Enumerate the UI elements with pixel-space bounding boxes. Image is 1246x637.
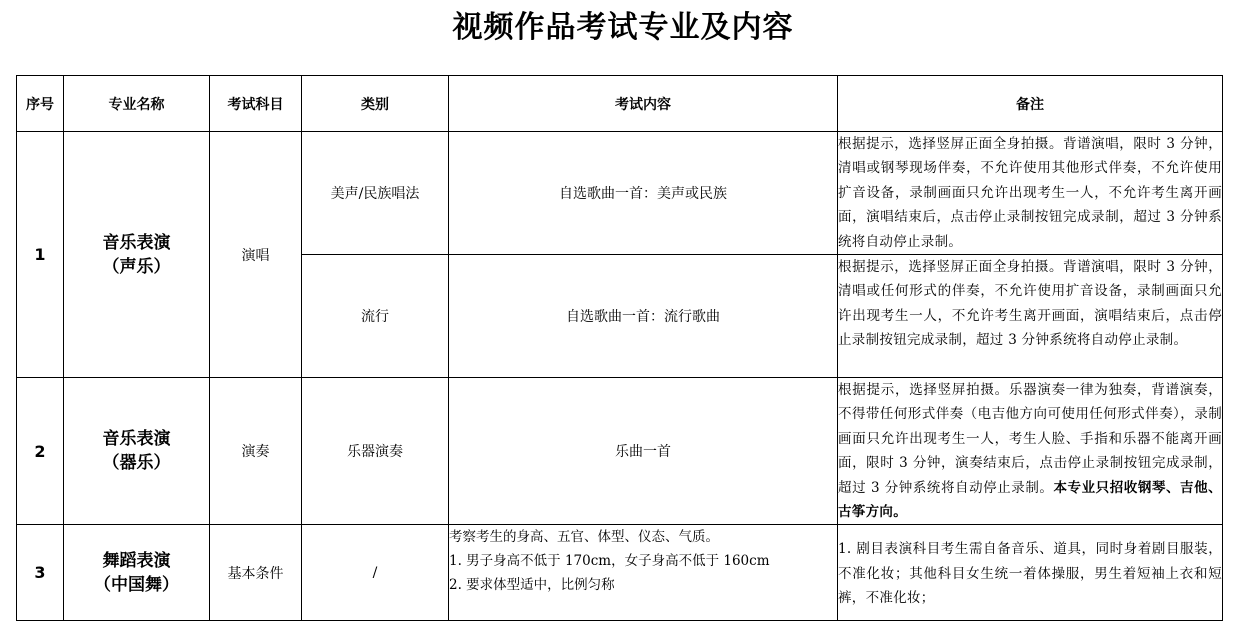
table-row <box>17 132 1223 255</box>
row-content: 自选歌曲一首：流行歌曲 <box>449 255 838 378</box>
content-line: 考察考生的身高、五官、体型、仪态、气质。 <box>449 529 719 546</box>
row-category: 乐器演奏 <box>302 378 449 525</box>
major-direction: （中国舞） <box>94 574 179 595</box>
row-notes: 根据提示，选择竖屏正面全身拍摄。背谱演唱，限时 3 分钟，清唱或钢琴现场伴奏，不允许使用其他形式伴奏，不允许使用扩音设备，录制画面只允许出现考生一人，不允许考生离开画面，演唱结束后，点击停止录制按钮完成录制，超过 3 分钟系统将自动停止录制。 <box>838 132 1223 255</box>
row-subject: 基本条件 <box>210 525 302 621</box>
row-subject: 演奏 <box>210 378 302 525</box>
major-direction: （声乐） <box>102 256 171 277</box>
row-content: 乐曲一首 <box>449 378 838 525</box>
header-subject: 考试科目 <box>210 76 302 132</box>
row-subject: 演唱 <box>210 132 302 378</box>
content-line: 1. 男子身高不低于 170cm，女子身高不低于 160cm <box>449 553 770 570</box>
row-index: 1 <box>17 132 64 378</box>
header-category: 类别 <box>302 76 449 132</box>
row-category: / <box>302 525 449 621</box>
row-notes: 根据提示，选择竖屏正面全身拍摄。背谱演唱，限时 3 分钟，清唱或任何形式的伴奏，不允许使用扩音设备，录制画面只允许出现考生一人，不允许考生离开画面，演唱结束后，点击停止录制按钮完成录制，超过 3 分钟系统将自动停止录制。 <box>838 255 1223 378</box>
major-name: 音乐表演 <box>102 232 171 253</box>
row-notes <box>838 378 1223 525</box>
header-index: 序号 <box>17 76 64 132</box>
header-notes: 备注 <box>838 76 1223 132</box>
major-name: 音乐表演 <box>102 429 171 450</box>
row-index: 2 <box>17 378 64 525</box>
table-row <box>17 525 1223 621</box>
content-line: 2. 要求体型适中，比例匀称 <box>449 577 615 594</box>
row-notes: 1. 剧目表演科目考生需自备音乐、道具，同时身着剧目服装，不准化妆；其他科目女生统一着体操服，男生着短袖上衣和短裤，不准化妆； <box>838 525 1223 621</box>
major-name: 舞蹈表演 <box>102 550 171 571</box>
row-index: 3 <box>17 525 64 621</box>
row-major <box>64 525 210 621</box>
row-major <box>64 132 210 378</box>
page-title: 视频作品考试专业及内容 <box>452 10 794 45</box>
table-row <box>17 378 1223 525</box>
row-content <box>449 525 838 621</box>
row-category: 流行 <box>302 255 449 378</box>
exam-table <box>16 75 1223 621</box>
notes-emphasis: 本专业只招收钢琴、吉他、古筝方向。 <box>838 479 1222 521</box>
row-category: 美声/民族唱法 <box>302 132 449 255</box>
major-direction: （器乐） <box>102 453 171 474</box>
row-major <box>64 378 210 525</box>
notes-text: 根据提示，选择竖屏拍摄。乐器演奏一律为独奏，背谱演奏，不得带任何形式伴奏（电吉他方向可使用任何形式伴奏），录制画面只允许出现考生一人，考生人脸、手指和乐器不能离开画面，限时 3 分钟，演奏结束后，点击停止录制按钮完成录制，超过 3 分钟系统将自动停止录制。 <box>838 382 1222 496</box>
table-header-row <box>17 76 1223 132</box>
row-content: 自选歌曲一首：美声或民族 <box>449 132 838 255</box>
header-major: 专业名称 <box>64 76 210 132</box>
header-content: 考试内容 <box>449 76 838 132</box>
